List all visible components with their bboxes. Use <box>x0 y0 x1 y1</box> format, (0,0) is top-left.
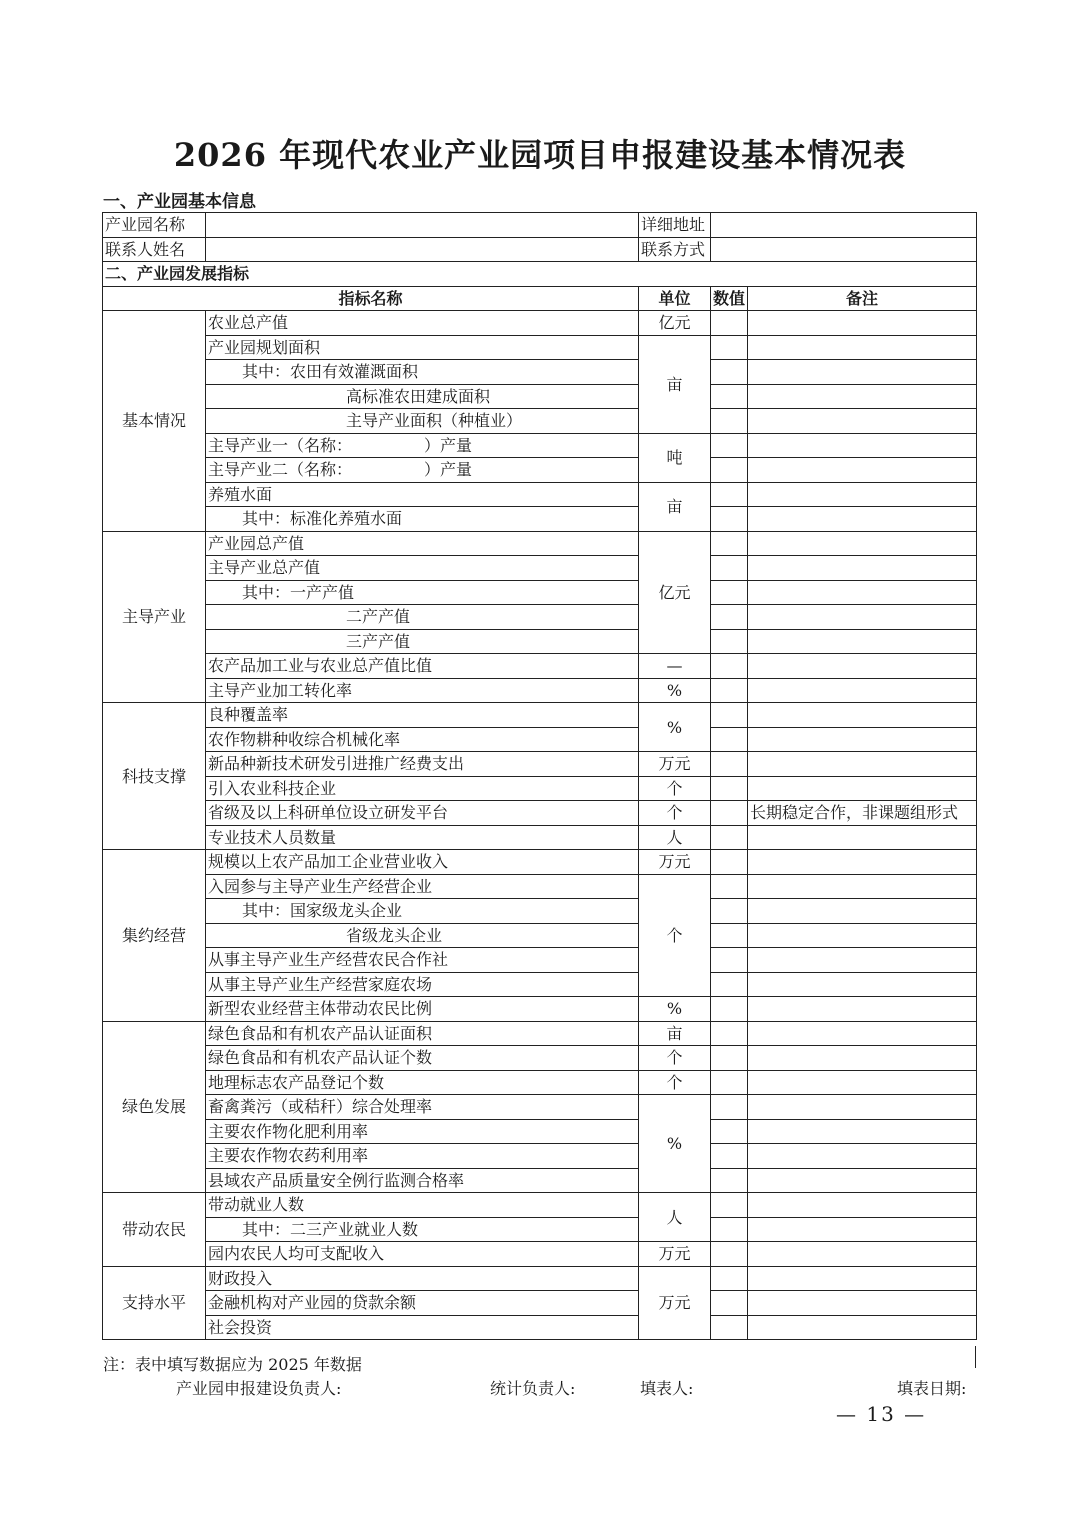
remark-cell[interactable]: 长期稳定合作，非课题组形式 <box>748 801 977 826</box>
category-green-development: 绿色发展 <box>103 1021 206 1193</box>
table-row <box>103 1193 977 1218</box>
value-cell[interactable] <box>711 629 748 654</box>
value-cell[interactable] <box>711 678 748 703</box>
unit-cell: 个 <box>639 874 711 997</box>
indicator-name: 县域农产品质量安全例行监测合格率 <box>206 1168 639 1193</box>
indicator-name: 其中：国家级龙头企业 <box>206 899 639 924</box>
header-unit: 单位 <box>639 286 711 311</box>
indicator-name: 其中：标准化养殖水面 <box>206 507 639 532</box>
indicator-name: 新型农业经营主体带动农民比例 <box>206 997 639 1022</box>
remark-cell[interactable] <box>748 335 977 360</box>
unit-cell: 亩 <box>639 482 711 531</box>
value-cell[interactable] <box>711 727 748 752</box>
remark-cell[interactable] <box>748 997 977 1022</box>
value-cell[interactable] <box>711 531 748 556</box>
unit-cell: 亩 <box>639 335 711 433</box>
unit-cell: % <box>639 703 711 752</box>
indicator-name: 主导产业总产值 <box>206 556 639 581</box>
value-cell[interactable] <box>711 825 748 850</box>
indicator-name: 良种覆盖率 <box>206 703 639 728</box>
indicator-name: 主导产业二（名称： ）产量 <box>206 458 639 483</box>
table-row <box>103 654 977 679</box>
table-row <box>103 580 977 605</box>
page-number: — 13 — <box>836 1402 927 1426</box>
table-row <box>103 1266 977 1291</box>
indicator-name: 其中：二三产业就业人数 <box>206 1217 639 1242</box>
value-cell[interactable] <box>711 433 748 458</box>
value-cell[interactable] <box>711 458 748 483</box>
unit-cell: % <box>639 678 711 703</box>
remark-cell[interactable] <box>748 948 977 973</box>
remark-cell[interactable] <box>748 384 977 409</box>
table-row <box>103 825 977 850</box>
footnote: 注：表中填写数据应为 2025 年数据 <box>103 1355 362 1374</box>
remark-cell[interactable] <box>748 311 977 336</box>
remark-cell[interactable] <box>748 923 977 948</box>
table-row <box>103 1021 977 1046</box>
table-row <box>103 997 977 1022</box>
value-cell[interactable] <box>711 850 748 875</box>
table-row <box>103 899 977 924</box>
page-title: 2026 年现代农业产业园项目申报建设基本情况表 <box>173 136 907 174</box>
indicator-name: 农作物耕种收综合机械化率 <box>206 727 639 752</box>
header-value: 数值 <box>711 286 748 311</box>
indicator-name: 入园参与主导产业生产经营企业 <box>206 874 639 899</box>
value-cell[interactable] <box>711 1095 748 1120</box>
indicator-name: 畜禽粪污（或秸秆）综合处理率 <box>206 1095 639 1120</box>
remark-cell[interactable] <box>748 1193 977 1218</box>
value-cell[interactable] <box>711 556 748 581</box>
unit-cell: 人 <box>639 1193 711 1242</box>
contact-method-label: 联系方式 <box>641 239 706 259</box>
table-row <box>103 458 977 483</box>
table-row <box>103 678 977 703</box>
remark-cell[interactable] <box>748 1021 977 1046</box>
table-row <box>103 605 977 630</box>
indicator-name: 规模以上农产品加工企业营业收入 <box>206 850 639 875</box>
remark-cell[interactable] <box>748 1070 977 1095</box>
signature-line <box>0 1376 1080 1400</box>
remark-cell[interactable] <box>748 752 977 777</box>
table-row <box>103 1242 977 1267</box>
indicator-name: 产业园规划面积 <box>206 335 639 360</box>
value-cell[interactable] <box>711 997 748 1022</box>
value-cell[interactable] <box>711 360 748 385</box>
unit-cell: — <box>639 654 711 679</box>
value-cell[interactable] <box>711 801 748 826</box>
value-cell[interactable] <box>711 605 748 630</box>
remark-cell[interactable] <box>748 678 977 703</box>
table-row <box>103 629 977 654</box>
indicator-name: 其中：一产产值 <box>206 580 639 605</box>
table-row <box>103 433 977 458</box>
category-leading-industry: 主导产业 <box>103 531 206 703</box>
indicator-name: 从事主导产业生产经营农民合作社 <box>206 948 639 973</box>
value-cell[interactable] <box>711 580 748 605</box>
table-row <box>103 507 977 532</box>
table-row <box>103 335 977 360</box>
value-cell[interactable] <box>711 1242 748 1267</box>
remark-cell[interactable] <box>748 360 977 385</box>
unit-cell: % <box>639 997 711 1022</box>
section-basic-info-heading: 一、产业园基本信息 <box>103 192 256 212</box>
table-row <box>103 556 977 581</box>
table-row <box>103 923 977 948</box>
remark-cell[interactable] <box>748 1046 977 1071</box>
value-cell[interactable] <box>711 874 748 899</box>
remark-cell[interactable] <box>748 654 977 679</box>
remark-cell[interactable] <box>748 1291 977 1316</box>
value-cell[interactable] <box>711 948 748 973</box>
remark-cell[interactable] <box>748 727 977 752</box>
unit-cell: 个 <box>639 1070 711 1095</box>
remark-cell[interactable] <box>748 899 977 924</box>
indicator-name: 二产产值 <box>206 605 639 630</box>
table-row <box>103 482 977 507</box>
remark-cell[interactable] <box>748 1242 977 1267</box>
value-cell[interactable] <box>711 311 748 336</box>
table-row <box>103 360 977 385</box>
value-cell[interactable] <box>711 409 748 434</box>
indicator-name: 省级龙头企业 <box>206 923 639 948</box>
table-row <box>103 1144 977 1169</box>
unit-cell: 亿元 <box>639 311 711 336</box>
remark-cell[interactable] <box>748 507 977 532</box>
remark-cell[interactable] <box>748 433 977 458</box>
remark-cell[interactable] <box>748 1095 977 1120</box>
remark-cell[interactable] <box>748 850 977 875</box>
value-cell[interactable] <box>711 482 748 507</box>
indicator-name: 带动就业人数 <box>206 1193 639 1218</box>
header-row <box>103 286 977 311</box>
remark-cell[interactable] <box>748 580 977 605</box>
indicator-name: 园内农民人均可支配收入 <box>206 1242 639 1267</box>
value-cell[interactable] <box>711 1193 748 1218</box>
table-row <box>103 727 977 752</box>
value-cell[interactable] <box>711 1315 748 1340</box>
table-row <box>103 1095 977 1120</box>
table-row <box>103 1315 977 1340</box>
table-row <box>103 850 977 875</box>
value-cell[interactable] <box>711 1217 748 1242</box>
category-tech-support: 科技支撑 <box>103 703 206 850</box>
application-form-table <box>102 212 977 1340</box>
indicator-name: 主导产业一（名称： ）产量 <box>206 433 639 458</box>
value-cell[interactable] <box>711 1291 748 1316</box>
indicator-name: 农产品加工业与农业总产值比值 <box>206 654 639 679</box>
indicator-name: 主要农作物农药利用率 <box>206 1144 639 1169</box>
indicator-name: 高标准农田建成面积 <box>206 384 639 409</box>
indicator-name: 省级及以上科研单位设立研发平台 <box>206 801 639 826</box>
value-cell[interactable] <box>711 507 748 532</box>
table-row <box>103 531 977 556</box>
address-cell[interactable] <box>639 213 977 238</box>
table-row <box>103 948 977 973</box>
remark-cell[interactable] <box>748 825 977 850</box>
remark-cell[interactable] <box>748 629 977 654</box>
right-edge-mark <box>975 1346 976 1368</box>
value-cell[interactable] <box>711 923 748 948</box>
value-cell[interactable] <box>711 899 748 924</box>
section-indicators-heading: 二、产业园发展指标 <box>103 262 977 287</box>
value-cell[interactable] <box>711 1144 748 1169</box>
contact-method-cell[interactable] <box>639 237 977 262</box>
category-intensive-operation: 集约经营 <box>103 850 206 1022</box>
table-row <box>103 972 977 997</box>
header-remark: 备注 <box>748 286 977 311</box>
value-cell[interactable] <box>711 654 748 679</box>
remark-cell[interactable] <box>748 458 977 483</box>
unit-cell: 亿元 <box>639 531 711 654</box>
indicator-name: 绿色食品和有机农产品认证面积 <box>206 1021 639 1046</box>
remark-cell[interactable] <box>748 1266 977 1291</box>
table-row <box>103 801 977 826</box>
unit-cell: 亩 <box>639 1021 711 1046</box>
table-row <box>103 752 977 777</box>
date-label: 填表日期: <box>897 1379 967 1398</box>
remark-cell[interactable] <box>748 556 977 581</box>
remark-cell[interactable] <box>748 409 977 434</box>
table-row <box>103 1070 977 1095</box>
unit-cell: 万元 <box>639 850 711 875</box>
table-row <box>103 1119 977 1144</box>
indicator-name: 从事主导产业生产经营家庭农场 <box>206 972 639 997</box>
park-name-label: 产业园名称 <box>105 215 186 235</box>
basic-info-row <box>103 237 977 262</box>
value-cell[interactable] <box>711 1021 748 1046</box>
unit-cell: 万元 <box>639 1266 711 1340</box>
table-row <box>103 1168 977 1193</box>
unit-cell: % <box>639 1095 711 1193</box>
stats-signature-label: 统计负责人: <box>490 1379 576 1398</box>
remark-cell[interactable] <box>748 703 977 728</box>
value-cell[interactable] <box>711 1168 748 1193</box>
indicator-name: 养殖水面 <box>206 482 639 507</box>
remark-cell[interactable] <box>748 605 977 630</box>
category-farmer-drive: 带动农民 <box>103 1193 206 1267</box>
remark-cell[interactable] <box>748 1144 977 1169</box>
remark-cell[interactable] <box>748 874 977 899</box>
remark-cell[interactable] <box>748 1315 977 1340</box>
unit-cell: 万元 <box>639 1242 711 1267</box>
remark-cell[interactable] <box>748 972 977 997</box>
table-row <box>103 409 977 434</box>
table-row <box>103 1046 977 1071</box>
contact-name-label: 联系人姓名 <box>105 239 186 259</box>
value-cell[interactable] <box>711 972 748 997</box>
remark-cell[interactable] <box>748 482 977 507</box>
unit-cell: 个 <box>639 776 711 801</box>
table-row <box>103 776 977 801</box>
basic-info-row <box>103 213 977 238</box>
value-cell[interactable] <box>711 1119 748 1144</box>
table-row <box>103 1291 977 1316</box>
value-cell[interactable] <box>711 776 748 801</box>
value-cell[interactable] <box>711 335 748 360</box>
table-row <box>103 311 977 336</box>
unit-cell: 个 <box>639 1046 711 1071</box>
value-cell[interactable] <box>711 703 748 728</box>
value-cell[interactable] <box>711 1046 748 1071</box>
indicator-name: 金融机构对产业园的贷款余额 <box>206 1291 639 1316</box>
indicator-name: 专业技术人员数量 <box>206 825 639 850</box>
remark-cell[interactable] <box>748 1217 977 1242</box>
value-cell[interactable] <box>711 1266 748 1291</box>
indicator-name: 地理标志农产品登记个数 <box>206 1070 639 1095</box>
unit-cell: 人 <box>639 825 711 850</box>
table-row <box>103 384 977 409</box>
indicator-name: 其中：农田有效灌溉面积 <box>206 360 639 385</box>
remark-cell[interactable] <box>748 776 977 801</box>
table-row <box>103 703 977 728</box>
indicator-name: 主导产业面积（种植业） <box>206 409 639 434</box>
filler-signature-label: 填表人: <box>640 1379 694 1398</box>
remark-cell[interactable] <box>748 531 977 556</box>
indicator-name: 社会投资 <box>206 1315 639 1340</box>
indicator-name: 新品种新技术研发引进推广经费支出 <box>206 752 639 777</box>
category-support-level: 支持水平 <box>103 1266 206 1340</box>
address-label: 详细地址 <box>641 215 706 235</box>
leader-signature-label: 产业园申报建设负责人: <box>176 1379 342 1398</box>
indicator-name: 引入农业科技企业 <box>206 776 639 801</box>
unit-cell: 吨 <box>639 433 711 482</box>
indicator-name: 主导产业加工转化率 <box>206 678 639 703</box>
value-cell[interactable] <box>711 1070 748 1095</box>
indicator-name: 财政投入 <box>206 1266 639 1291</box>
indicator-name: 绿色食品和有机农产品认证个数 <box>206 1046 639 1071</box>
remark-cell[interactable] <box>748 1119 977 1144</box>
unit-cell: 个 <box>639 801 711 826</box>
header-indicator: 指标名称 <box>103 286 639 311</box>
indicator-name: 产业园总产值 <box>206 531 639 556</box>
table-row <box>103 874 977 899</box>
value-cell[interactable] <box>711 384 748 409</box>
unit-cell: 万元 <box>639 752 711 777</box>
indicator-name: 三产产值 <box>206 629 639 654</box>
contact-name-cell[interactable] <box>103 237 639 262</box>
value-cell[interactable] <box>711 752 748 777</box>
remark-cell[interactable] <box>748 1168 977 1193</box>
indicator-name: 主要农作物化肥利用率 <box>206 1119 639 1144</box>
indicator-name: 农业总产值 <box>206 311 639 336</box>
table-row <box>103 1217 977 1242</box>
category-basic: 基本情况 <box>103 311 206 532</box>
park-name-cell[interactable] <box>103 213 639 238</box>
